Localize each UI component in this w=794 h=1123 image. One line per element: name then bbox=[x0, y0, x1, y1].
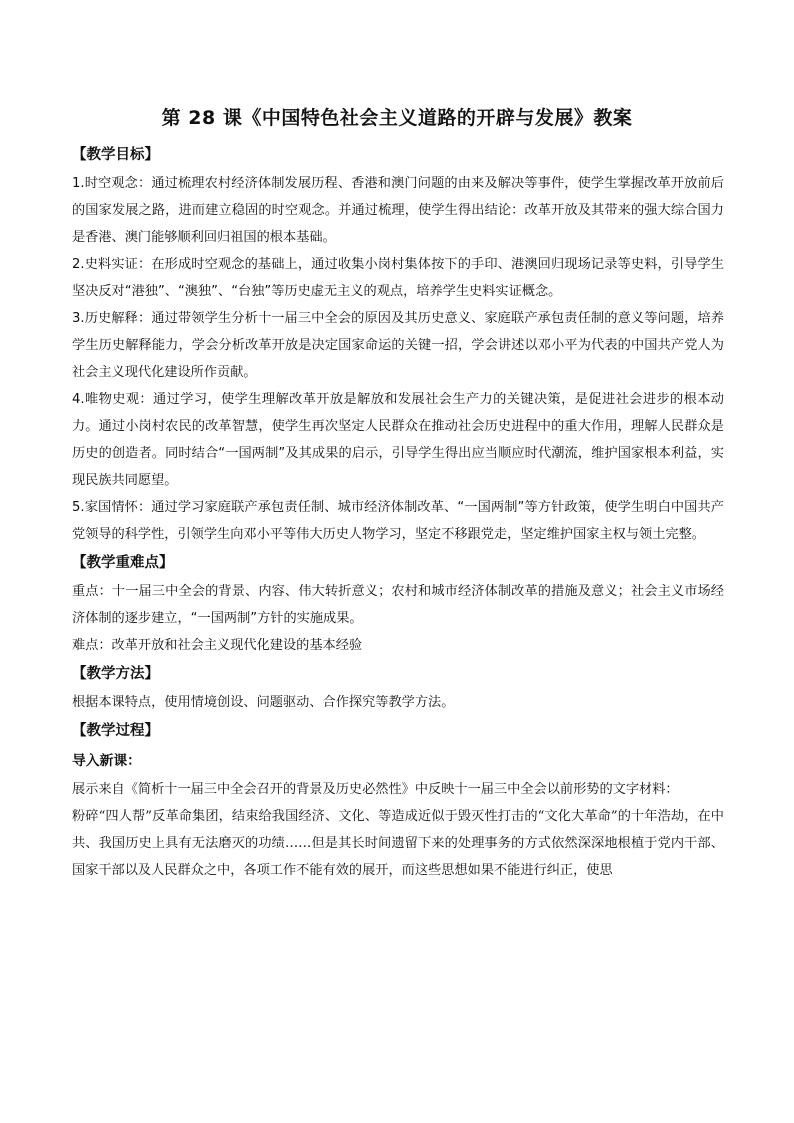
section-heading-process: 【教学过程】 bbox=[72, 723, 159, 739]
key-point-text: 重点：十一届三中全会的背景、内容、伟大转折意义；农村和城市经济体制改革的措施及意义；社会主义市场经济体制的逐步建立，“一国两制”方针的实施成果。 bbox=[72, 584, 724, 626]
goal-item-5: 5.家国情怀：通过学习家庭联产承包责任制、城市经济体制改革、“一国两制”等方针政策，使学生明白中国共产党领导的科学性，引领学生向邓小平等伟大历史人物学习，坚定不移跟党走，坚定维护国家主权与领土完整。 bbox=[72, 500, 724, 542]
intro-subheading: 导入新课： bbox=[72, 753, 141, 769]
document-body bbox=[72, 140, 724, 884]
intro-line-1: 展示来自《简析十一届三中全会召开的背景及历史必然性》中反映十一届三中全会以前形势的文字材料： bbox=[72, 782, 679, 797]
goal-item-1: 1.时空观念：通过梳理农村经济体制发展历程、香港和澳门问题的由来及解决等事件，使学生掌握改革开放前后的国家发展之路，进而建立稳固的时空观念。并通过梳理，使学生得出结论：改革开放及其带来的强大综合国力是香港、澳门能够顺利回归祖国的根本基础。 bbox=[72, 176, 724, 245]
intro-line-2: 粉碎“四人帮”反革命集团，结束给我国经济、文化、等造成近似于毁灭性打击的“文化大革命”的十年浩劫，在中共、我国历史上具有无法磨灭的功绩……但是其长时间遗留下来的处理事务的方式依然深深地根植于党内干部、国家干部以及人民群众之中，各项工作不能有效的展开，而这些思想如果不能进行纠正，使思 bbox=[72, 809, 724, 878]
goal-item-2: 2.史料实证：在形成时空观念的基础上，通过收集小岗村集体按下的手印、港澳回归现场记录等史料，引导学生坚决反对“港独”、“澳独”、“台独”等历史虚无主义的观点，培养学生史料实证概念。 bbox=[72, 257, 724, 299]
section-heading-methods: 【教学方法】 bbox=[72, 666, 159, 682]
section-heading-goals: 【教学目标】 bbox=[72, 147, 159, 163]
page-title: 第 28 课《中国特色社会主义道路的开辟与发展》教案 bbox=[161, 107, 633, 129]
methods-text: 根据本课特点，使用情境创设、问题驱动、合作探究等教学方法。 bbox=[72, 695, 455, 710]
difficulty-text: 难点：改革开放和社会主义现代化建设的基本经验 bbox=[72, 638, 363, 653]
section-heading-key-points: 【教学重难点】 bbox=[72, 555, 174, 571]
goal-item-4: 4.唯物史观：通过学习，使学生理解改革开放是解放和发展社会生产力的关键决策，是促进社会进步的根本动力。通过小岗村农民的改革智慧，使学生再次坚定人民群众在推动社会历史进程中的重大作用，理解人民群众是历史的创造者。同时结合“一国两制”及其成果的启示，引导学生得出应当顺应时代潮流，维护国家根本利益，实现民族共同愿望。 bbox=[72, 392, 724, 488]
goal-item-3: 3.历史解释：通过带领学生分析十一届三中全会的原因及其历史意义、家庭联产承包责任制的意义等问题，培养学生历史解释能力，学会分析改革开放是决定国家命运的关键一招，学会讲述以邓小平为代表的中国共产党人为社会主义现代化建设所作贡献。 bbox=[72, 311, 724, 380]
